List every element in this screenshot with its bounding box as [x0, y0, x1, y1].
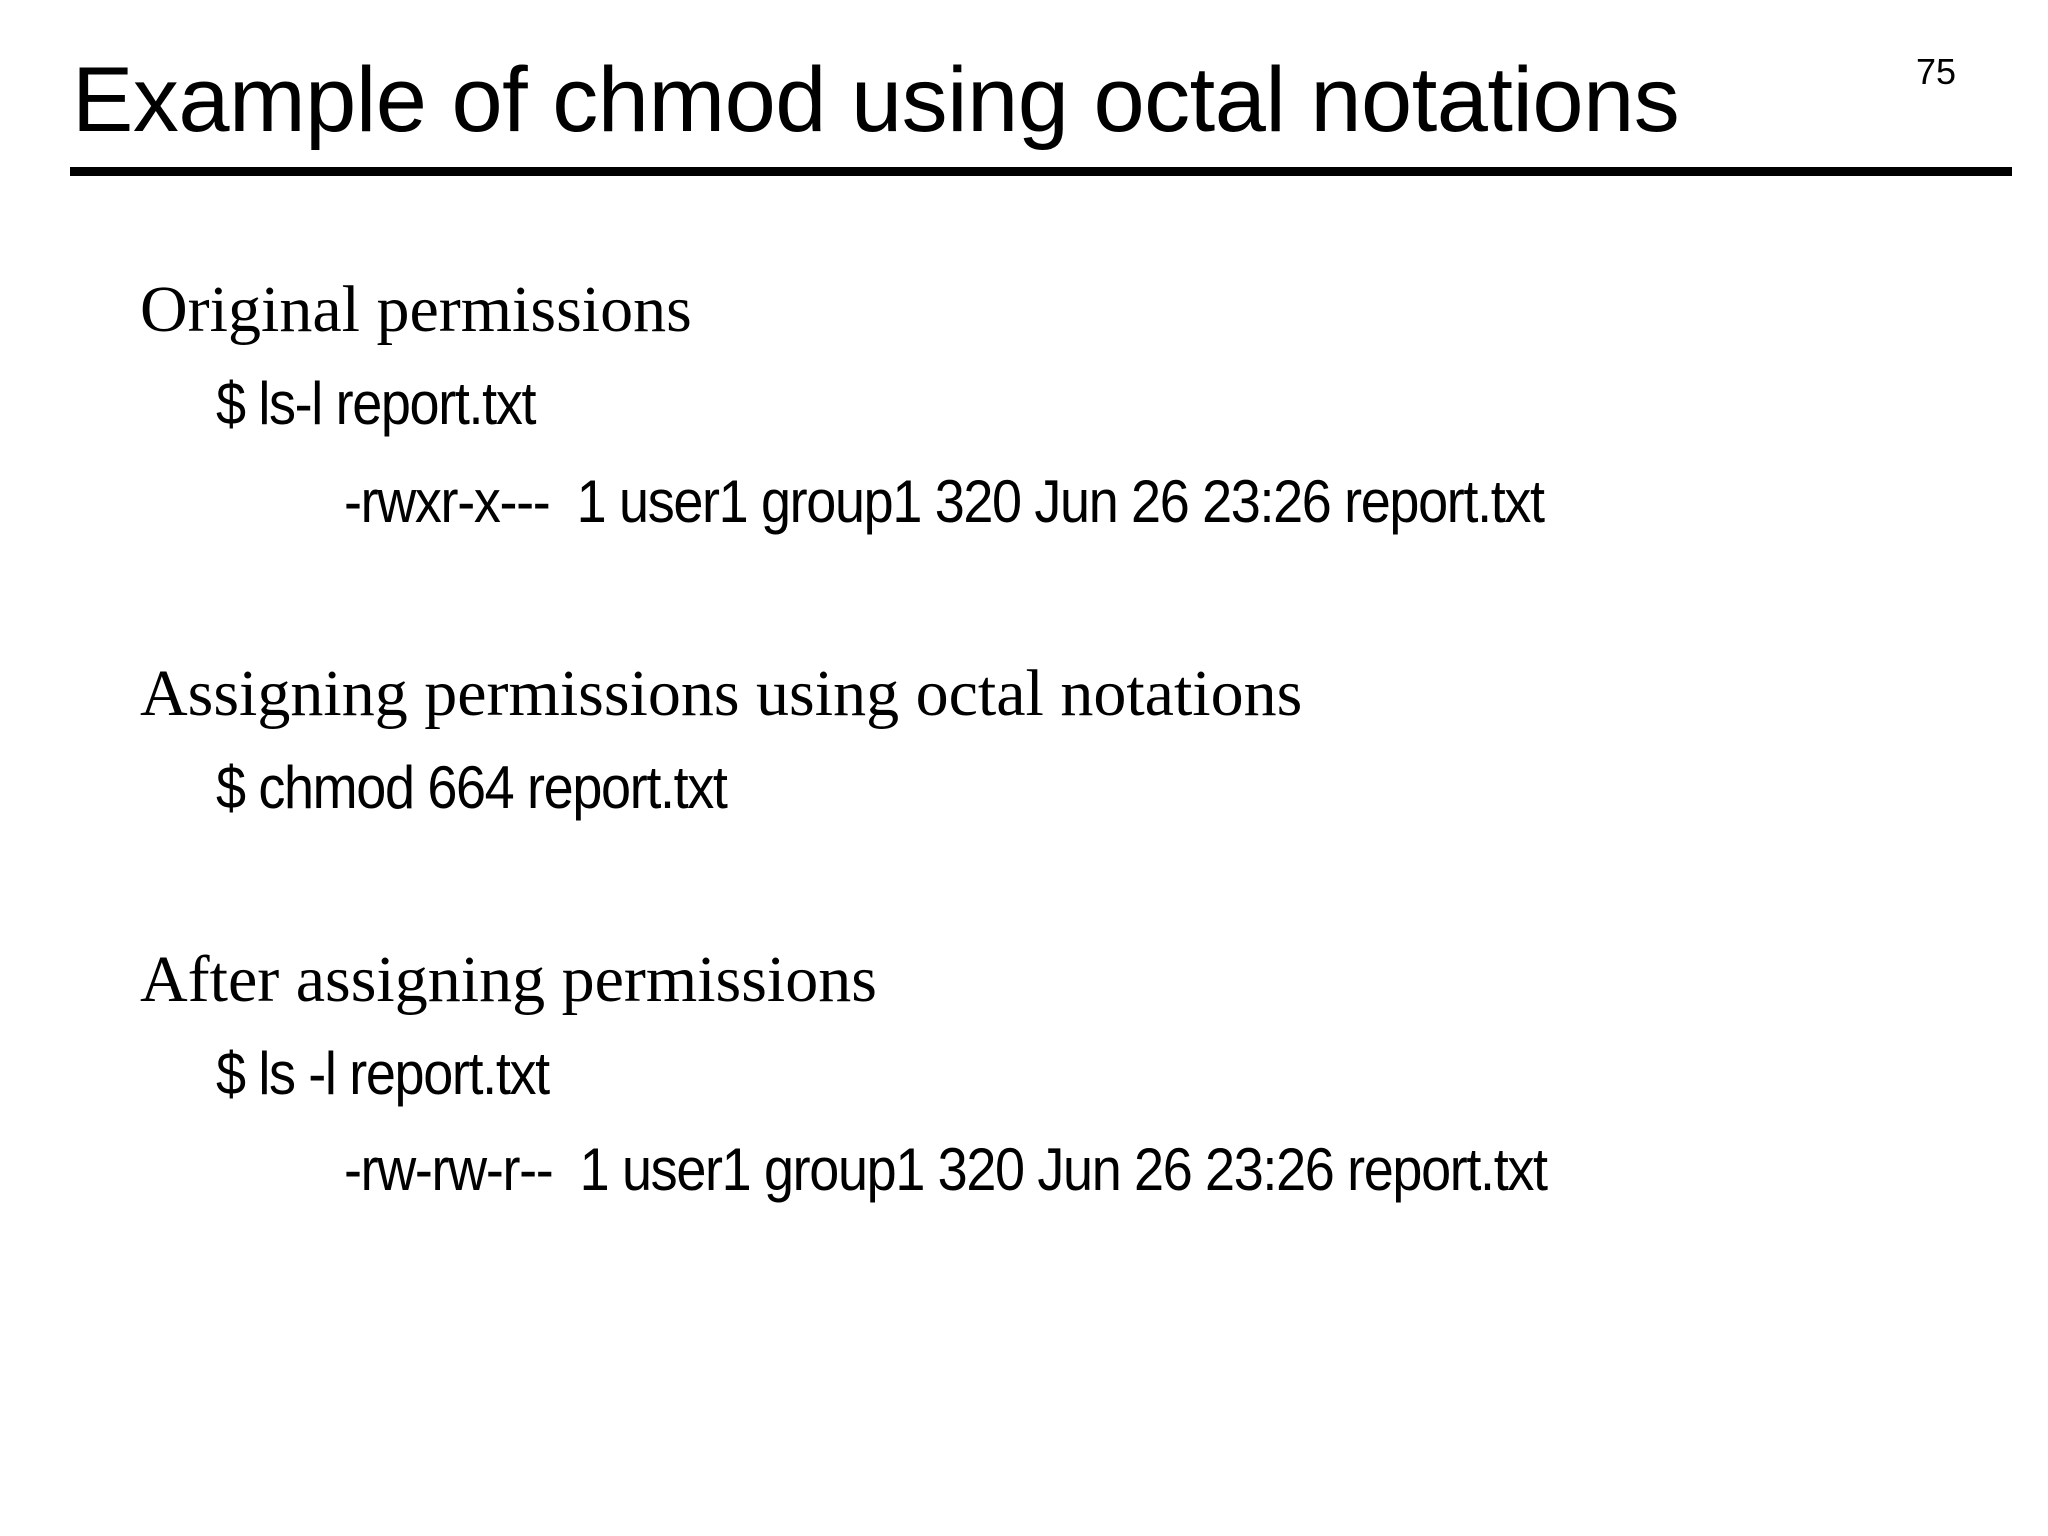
title-divider — [70, 167, 2012, 176]
command-ls-after: $ ls -l report.txt — [216, 1040, 549, 1107]
heading-original-permissions: Original permissions — [140, 273, 692, 346]
output-after-permissions: -rw-rw-r-- 1 user1 group1 320 Jun 26 23:26 report.txt — [344, 1136, 1547, 1203]
output-original-permissions: -rwxr-x--- 1 user1 group1 320 Jun 26 23:26 report.txt — [344, 468, 1544, 535]
slide-title: Example of chmod using octal notations — [72, 49, 1680, 151]
command-ls-original: $ ls-l report.txt — [216, 370, 536, 437]
page-number: 75 — [1916, 51, 1957, 92]
heading-after-assigning: After assigning permissions — [140, 943, 877, 1016]
command-chmod: $ chmod 664 report.txt — [216, 754, 727, 821]
heading-assigning-permissions: Assigning permissions using octal notations — [140, 657, 1303, 730]
